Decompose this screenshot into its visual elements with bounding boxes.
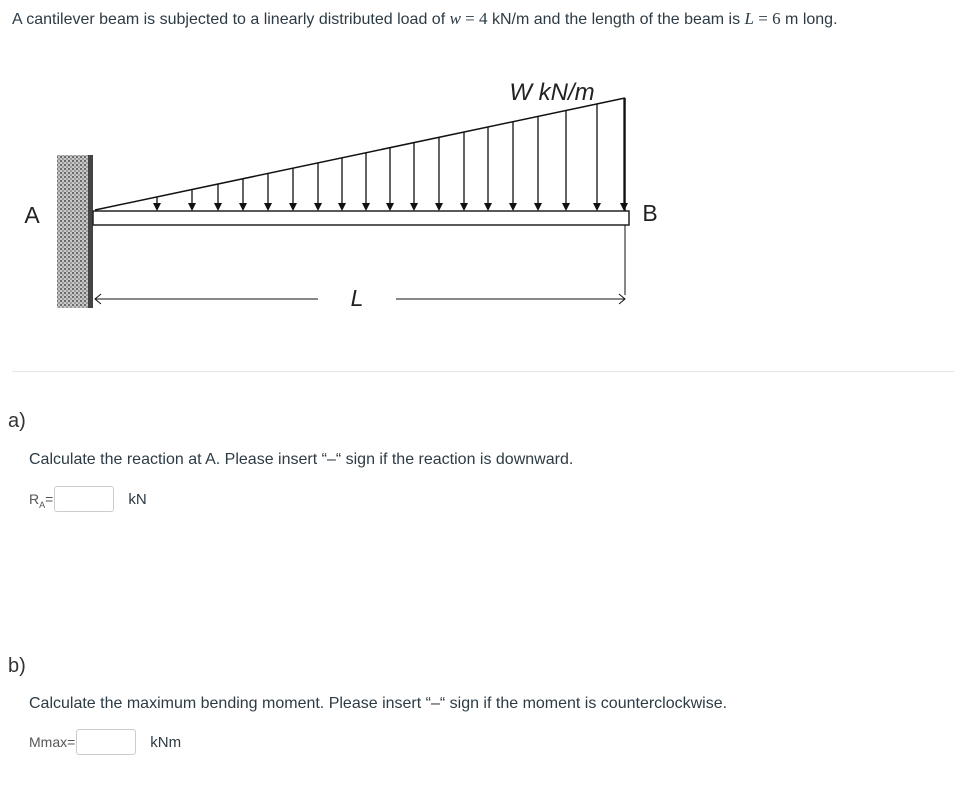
load-arrow-head (386, 203, 394, 211)
load-arrow-head (214, 203, 222, 211)
problem-suffix: m long. (780, 11, 838, 28)
load-envelope (95, 98, 625, 210)
part-b-question: Calculate the maximum bending moment. Please insert “–“ sign if the moment is counterclockwise. (29, 695, 728, 712)
end-label-b: B (642, 200, 658, 226)
load-arrow-head (264, 203, 272, 211)
fixed-support-wall (57, 155, 92, 308)
load-arrow-head (188, 203, 196, 211)
moment-unit: kNm (150, 733, 182, 751)
part-a-answer-row (29, 486, 147, 512)
beam (93, 211, 629, 225)
load-arrow-head (338, 203, 346, 211)
load-arrow-head (593, 203, 601, 211)
reaction-label: $R_A=$ (29, 491, 54, 510)
part-a-question: Calculate the reaction at A. Please insert “–“ sign if the reaction is downward. (29, 451, 574, 468)
load-arrow-head (484, 203, 492, 211)
load-arrows (153, 98, 628, 211)
section-divider (12, 371, 954, 372)
reaction-unit: kN (128, 490, 147, 508)
load-arrow-head (435, 203, 443, 211)
problem-statement (12, 9, 838, 29)
load-arrow-head (620, 203, 628, 211)
load-arrow-head (410, 203, 418, 211)
load-arrow-head (534, 203, 542, 211)
moment-label: Mmax= (29, 734, 76, 750)
L-symbol: L = 6 (744, 9, 781, 28)
load-arrow-head (289, 203, 297, 211)
beam-diagram (0, 60, 954, 320)
reaction-input[interactable] (54, 486, 114, 512)
problem-mid: kN/m and the length of the beam is (487, 11, 745, 28)
load-label: W kN/m (509, 79, 595, 106)
load-arrow-head (362, 203, 370, 211)
support-label-a: A (24, 202, 40, 228)
part-a-letter: a) (8, 410, 26, 432)
load-arrow-head (509, 203, 517, 211)
load-arrow-head (460, 203, 468, 211)
moment-input[interactable] (76, 729, 136, 755)
load-arrow-head (562, 203, 570, 211)
part-b-answer-row (29, 729, 181, 755)
w-symbol: w = 4 (449, 9, 488, 28)
load-arrow-head (153, 203, 161, 211)
part-b-letter: b) (8, 655, 26, 677)
length-label: L (350, 285, 364, 311)
load-arrow-head (314, 203, 322, 211)
load-arrow-head (239, 203, 247, 211)
problem-prefix: A cantilever beam is subjected to a linearly distributed load of (12, 11, 450, 28)
